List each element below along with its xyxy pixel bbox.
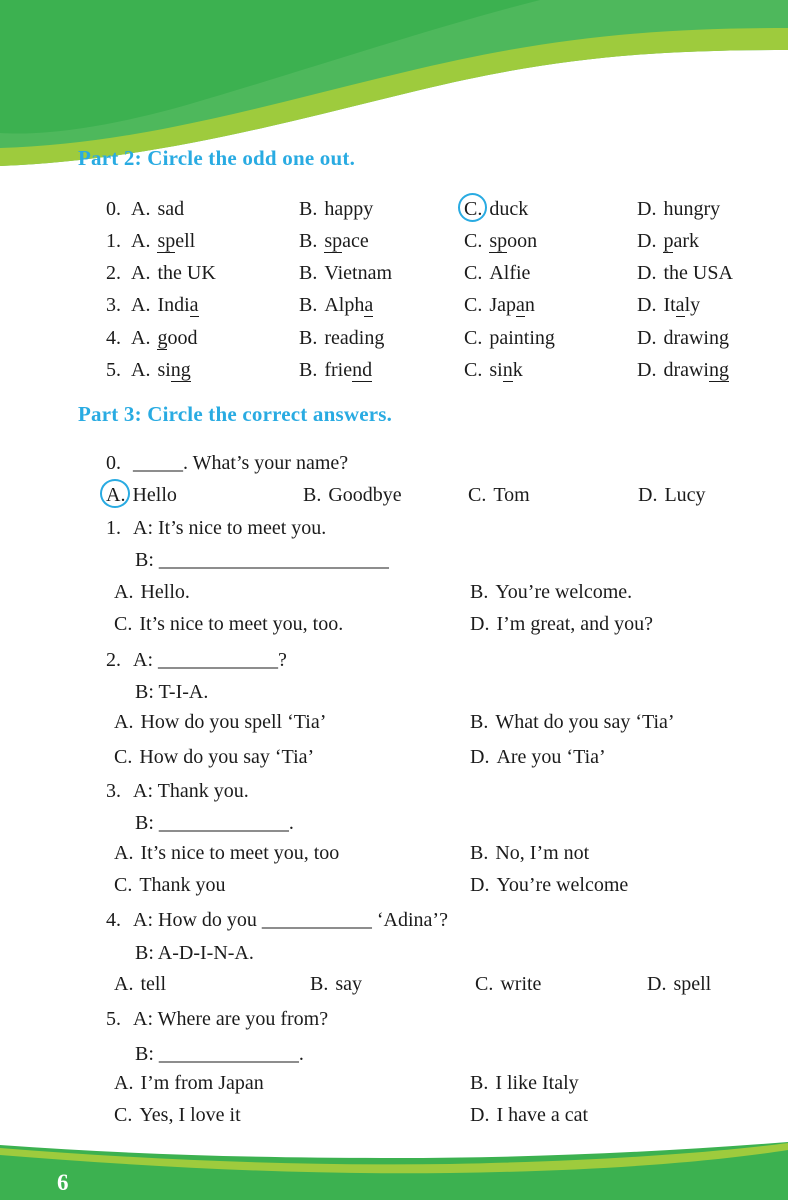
option-text: Lucy [664, 484, 706, 506]
answer-option [464, 260, 530, 286]
option-label: A. [131, 262, 151, 284]
option-label: D. [470, 613, 490, 635]
option-label: D. [470, 746, 490, 768]
options-row [0, 611, 788, 641]
options-row [0, 872, 788, 902]
option-text: good [157, 327, 198, 349]
option-text: tell [140, 973, 166, 995]
underlined-letters: a [189, 294, 199, 316]
option-label: B. [303, 484, 322, 506]
question-continuation-line [0, 940, 788, 970]
option-text: park [663, 230, 699, 252]
option-text: You’re welcome. [495, 581, 633, 603]
answer-option [464, 325, 555, 351]
dialogue-line: A: How do you ___________ ‘Adina’? [133, 909, 448, 931]
answer-option [470, 1070, 579, 1096]
options-row [0, 840, 788, 870]
question-number: 2. [106, 262, 121, 284]
option-label: C. [114, 613, 133, 635]
option-text: drawing [663, 327, 729, 349]
options-row [0, 971, 788, 1001]
dialogue-line: B: _______________________ [135, 549, 389, 571]
option-text: Italy [663, 294, 701, 316]
option-label: A. [114, 1072, 134, 1094]
question-number: 1. [106, 517, 121, 539]
page-number: 6 [57, 1170, 69, 1195]
options-row [0, 1102, 788, 1132]
underlined-letters: a [364, 294, 374, 316]
underlined-letters: nd [352, 359, 373, 381]
option-text: Thank you [139, 874, 226, 896]
option-label: B. [470, 581, 489, 603]
question-number: 1. [106, 230, 121, 252]
option-text: painting [489, 327, 555, 349]
option-label: A. [114, 711, 134, 733]
option-text: You’re welcome [496, 874, 629, 896]
dialogue-line: _____. What’s your name? [133, 452, 349, 474]
option-text: sad [157, 198, 185, 220]
dialogue-line: A: ____________? [133, 649, 287, 671]
answer-option [114, 579, 190, 605]
answer-option [131, 357, 191, 383]
question-number: 5. [106, 359, 121, 381]
question-line [0, 778, 788, 808]
underlined-letters: p [663, 230, 674, 252]
option-label: D. [637, 294, 657, 316]
answer-option [638, 482, 706, 508]
answer-option [464, 228, 537, 254]
answer-option [470, 611, 653, 637]
answer-option [637, 260, 733, 286]
option-text: spoon [489, 230, 538, 252]
options-row [0, 744, 788, 774]
dialogue-line: A: It’s nice to meet you. [133, 517, 327, 539]
answer-option [131, 228, 195, 254]
option-label: A. [131, 359, 151, 381]
answer-option [114, 971, 166, 997]
option-text: What do you say ‘Tia’ [495, 711, 675, 733]
part2-row [0, 292, 788, 322]
answer-option [131, 196, 184, 222]
answer-option [464, 292, 535, 318]
part2-title: Part 2: Circle the odd one out. [78, 146, 356, 170]
option-label: B. [299, 327, 318, 349]
answer-option [299, 260, 392, 286]
option-label: A. [114, 581, 134, 603]
option-text: hungry [663, 198, 721, 220]
option-label: B. [299, 262, 318, 284]
option-label: D. [470, 874, 490, 896]
option-text: I have a cat [496, 1104, 589, 1126]
option-label: B. [310, 973, 329, 995]
option-text: I like Italy [495, 1072, 579, 1094]
option-text: Tom [493, 484, 530, 506]
underlined-letters: ng [170, 359, 191, 381]
answer-option [299, 292, 373, 318]
option-text: spell [673, 973, 712, 995]
options-row [0, 482, 788, 512]
option-text: space [324, 230, 369, 252]
options-row [0, 1070, 788, 1100]
answer-option [299, 196, 373, 222]
option-label: D. [470, 1104, 490, 1126]
option-label: C. [114, 874, 133, 896]
option-label: C. [114, 746, 133, 768]
answer-option [470, 744, 606, 770]
option-text: Alpha [324, 294, 374, 316]
option-text: It’s nice to meet you, too. [139, 613, 344, 635]
part2-row [0, 260, 788, 290]
underlined-letters: sp [157, 230, 176, 252]
option-label: C. [468, 484, 487, 506]
question-number: 0. [106, 452, 121, 474]
dialogue-line: B: _____________. [135, 812, 294, 834]
options-row [0, 579, 788, 609]
answer-option [637, 357, 729, 383]
option-label: D. [637, 359, 657, 381]
part2-row [0, 228, 788, 258]
question-continuation-line [0, 810, 788, 840]
answer-option [464, 357, 523, 383]
option-text: happy [324, 198, 374, 220]
question-number: 5. [106, 1008, 121, 1030]
option-text: Goodbye [328, 484, 402, 506]
option-text: Alfie [489, 262, 531, 284]
underlined-letters: sp [324, 230, 343, 252]
option-label: C. [464, 359, 483, 381]
option-label: B. [299, 230, 318, 252]
underlined-letters: a [675, 294, 685, 316]
question-line [0, 907, 788, 937]
question-continuation-line [0, 1041, 788, 1071]
option-label: B. [299, 359, 318, 381]
option-text: Yes, I love it [139, 1104, 241, 1126]
option-label: C. [464, 262, 483, 284]
part2-row [0, 325, 788, 355]
dialogue-line: B: T-I-A. [135, 681, 209, 703]
answer-option [131, 260, 216, 286]
dialogue-line: B: ______________. [135, 1043, 304, 1065]
question-line [0, 450, 788, 480]
circled-answer-mark: A. [106, 484, 126, 506]
option-label: C. [464, 294, 483, 316]
answer-option [114, 744, 314, 770]
answer-option [637, 325, 729, 351]
underlined-letters: g [157, 327, 168, 349]
part2-row [0, 196, 788, 226]
option-text: Japan [489, 294, 535, 316]
option-label: B. [470, 711, 489, 733]
option-text: How do you spell ‘Tia’ [140, 711, 327, 733]
answer-option [114, 1070, 264, 1096]
option-label: D. [637, 262, 657, 284]
option-text: the UK [157, 262, 216, 284]
question-continuation-line [0, 679, 788, 709]
answer-option [647, 971, 711, 997]
option-label: A. [131, 230, 151, 252]
option-text: say [335, 973, 363, 995]
option-text: reading [324, 327, 385, 349]
answer-option [470, 579, 632, 605]
option-text: How do you say ‘Tia’ [139, 746, 315, 768]
answer-option [637, 196, 720, 222]
answer-option [114, 840, 339, 866]
dialogue-line: B: A-D-I-N-A. [135, 942, 254, 964]
question-number: 4. [106, 327, 121, 349]
option-text: India [157, 294, 199, 316]
option-text: sing [157, 359, 191, 381]
option-text: drawing [663, 359, 729, 381]
option-text: friend [324, 359, 373, 381]
option-label: D. [637, 230, 657, 252]
answer-option [299, 325, 384, 351]
answer-option [637, 228, 699, 254]
option-text: Hello [132, 484, 177, 506]
answer-option [470, 709, 675, 735]
question-line [0, 515, 788, 545]
underlined-letters: sp [489, 230, 508, 252]
answer-option [468, 482, 530, 508]
option-text: It’s nice to meet you, too [140, 842, 340, 864]
part2-row [0, 357, 788, 387]
option-label: C. [475, 973, 494, 995]
option-label: D. [638, 484, 658, 506]
dialogue-line: A: Where are you from? [133, 1008, 329, 1030]
option-label: C. [464, 230, 483, 252]
option-label: A. [114, 973, 134, 995]
question-number: 3. [106, 780, 121, 802]
underlined-letters: ng [709, 359, 729, 381]
answer-option [131, 325, 197, 351]
answer-option [299, 357, 372, 383]
question-number: 2. [106, 649, 121, 671]
answer-option [299, 228, 369, 254]
circled-answer-mark: C. [464, 198, 483, 220]
answer-option [106, 482, 177, 508]
option-text: write [500, 973, 542, 995]
answer-option [464, 196, 528, 222]
option-text: duck [489, 198, 529, 220]
answer-option [114, 709, 326, 735]
answer-option [470, 1102, 588, 1128]
answer-option [470, 872, 628, 898]
option-label: A. [114, 842, 134, 864]
part3-title: Part 3: Circle the correct answers. [78, 402, 393, 426]
option-text: No, I’m not [495, 842, 590, 864]
option-label: D. [637, 327, 657, 349]
option-text: sink [489, 359, 523, 381]
answer-option [303, 482, 402, 508]
option-label: C. [464, 327, 483, 349]
answer-option [475, 971, 541, 997]
option-label: C. [114, 1104, 133, 1126]
answer-option [131, 292, 199, 318]
question-number: 4. [106, 909, 121, 931]
answer-option [114, 611, 343, 637]
option-text: Hello. [140, 581, 190, 603]
answer-option [470, 840, 589, 866]
option-label: B. [470, 842, 489, 864]
underlined-letters: a [516, 294, 525, 316]
answer-option [114, 1102, 241, 1128]
option-text: I’m from Japan [140, 1072, 264, 1094]
option-label: B. [299, 294, 318, 316]
question-line [0, 1006, 788, 1036]
option-label: A. [131, 327, 151, 349]
option-label: D. [637, 198, 657, 220]
question-continuation-line [0, 547, 788, 577]
option-text: Are you ‘Tia’ [496, 746, 606, 768]
underlined-letters: n [502, 359, 513, 381]
option-text: spell [157, 230, 196, 252]
option-text: the USA [663, 262, 733, 284]
question-line [0, 647, 788, 677]
answer-option [310, 971, 362, 997]
option-label: B. [299, 198, 318, 220]
options-row [0, 709, 788, 739]
dialogue-line: A: Thank you. [133, 780, 249, 802]
option-text: I’m great, and you? [496, 613, 654, 635]
answer-option [637, 292, 700, 318]
answer-option [114, 872, 225, 898]
option-label: A. [131, 198, 151, 220]
option-text: Vietnam [324, 262, 393, 284]
question-number: 3. [106, 294, 121, 316]
option-label: A. [131, 294, 151, 316]
option-label: B. [470, 1072, 489, 1094]
option-label: D. [647, 973, 667, 995]
question-number: 0. [106, 198, 121, 220]
